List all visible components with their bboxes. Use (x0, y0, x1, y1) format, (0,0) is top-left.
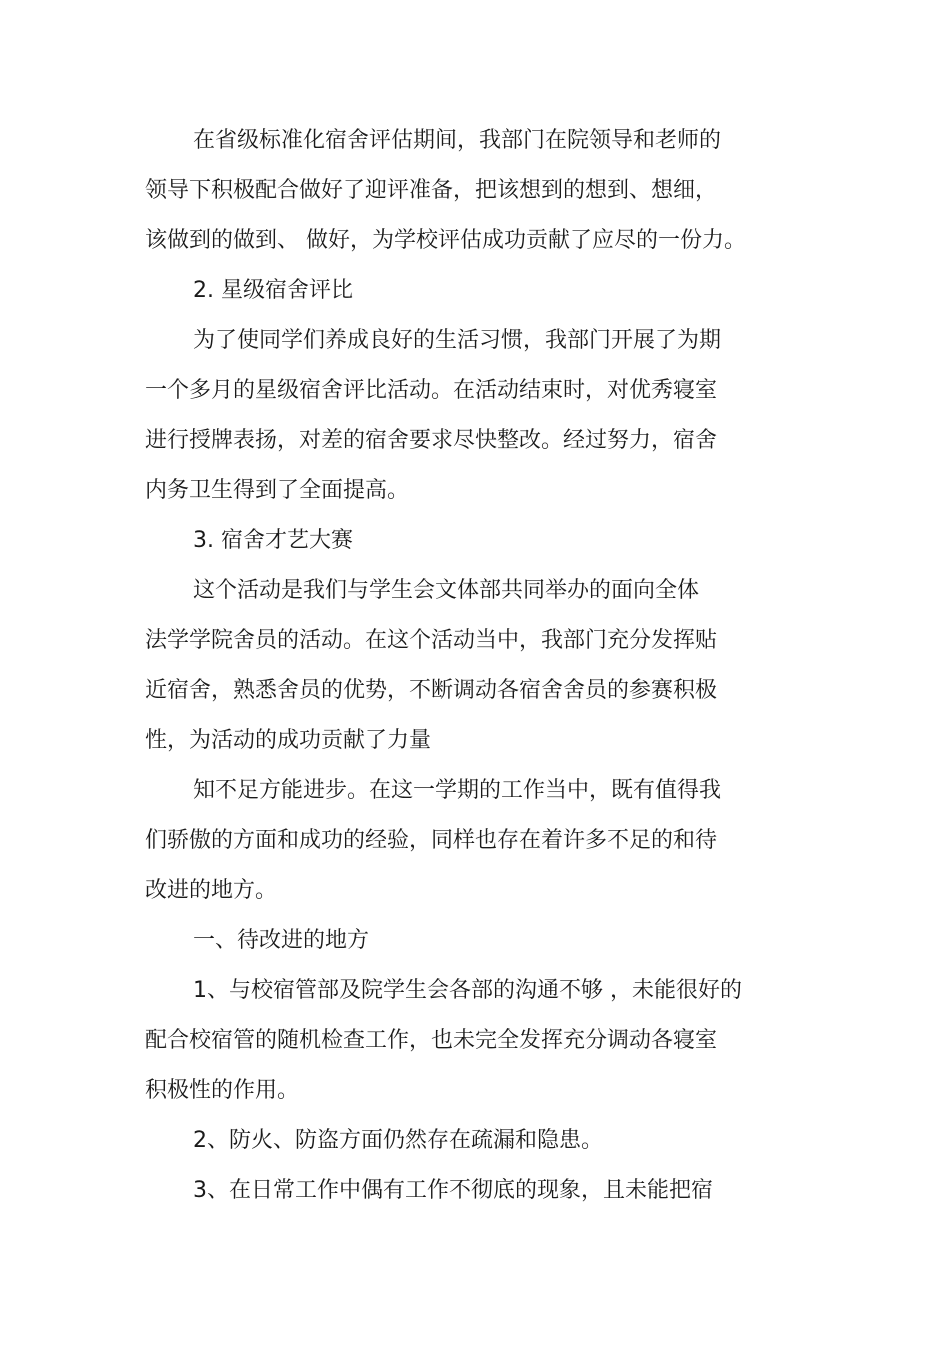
paragraph-line: 该做到的做到、 做好，为学校评估成功贡献了应尽的一份力。 (145, 228, 746, 253)
section-heading: 2. 星级宿舍评比 (193, 278, 353, 303)
paragraph-line: 进行授牌表扬，对差的宿舍要求尽快整改。经过努力，宿舍 (145, 428, 718, 453)
paragraph-line: 内务卫生得到了全面提高。 (145, 478, 410, 503)
paragraph-line: 在省级标准化宿舍评估期间，我部门在院领导和老师的 (193, 128, 722, 153)
section-heading: 3. 宿舍才艺大赛 (193, 528, 353, 553)
list-item: 3、在日常工作中偶有工作不彻底的现象，且未能把宿 (193, 1178, 713, 1203)
paragraph-line: 这个活动是我们与学生会文体部共同举办的面向全体 (193, 578, 700, 603)
paragraph-line: 们骄傲的方面和成功的经验，同样也存在着许多不足的和待 (145, 828, 718, 853)
paragraph-line: 一个多月的星级宿舍评比活动。在活动结束时，对优秀寝室 (145, 378, 718, 403)
paragraph-line: 领导下积极配合做好了迎评准备，把该想到的想到、想细， (145, 178, 718, 203)
paragraph-line: 配合校宿管的随机检查工作，也未完全发挥充分调动各寝室 (145, 1028, 718, 1053)
paragraph-line: 法学学院舍员的活动。在这个活动当中，我部门充分发挥贴 (145, 628, 718, 653)
paragraph-line: 改进的地方。 (145, 878, 278, 903)
paragraph-line: 为了使同学们养成良好的生活习惯，我部门开展了为期 (193, 328, 722, 353)
paragraph-line: 知不足方能进步。在这一学期的工作当中，既有值得我 (193, 778, 722, 803)
paragraph-line: 近宿舍，熟悉舍员的优势，不断调动各宿舍舍员的参赛积极 (145, 678, 718, 703)
paragraph-line: 性，为活动的成功贡献了力量 (145, 728, 432, 753)
list-item: 1、与校宿管部及院学生会各部的沟通不够 ，未能很好的 (193, 978, 742, 1003)
section-heading: 一、待改进的地方 (193, 928, 370, 953)
paragraph-line: 积极性的作用。 (145, 1078, 300, 1103)
list-item: 2、防火、防盗方面仍然存在疏漏和隐患。 (193, 1128, 603, 1153)
